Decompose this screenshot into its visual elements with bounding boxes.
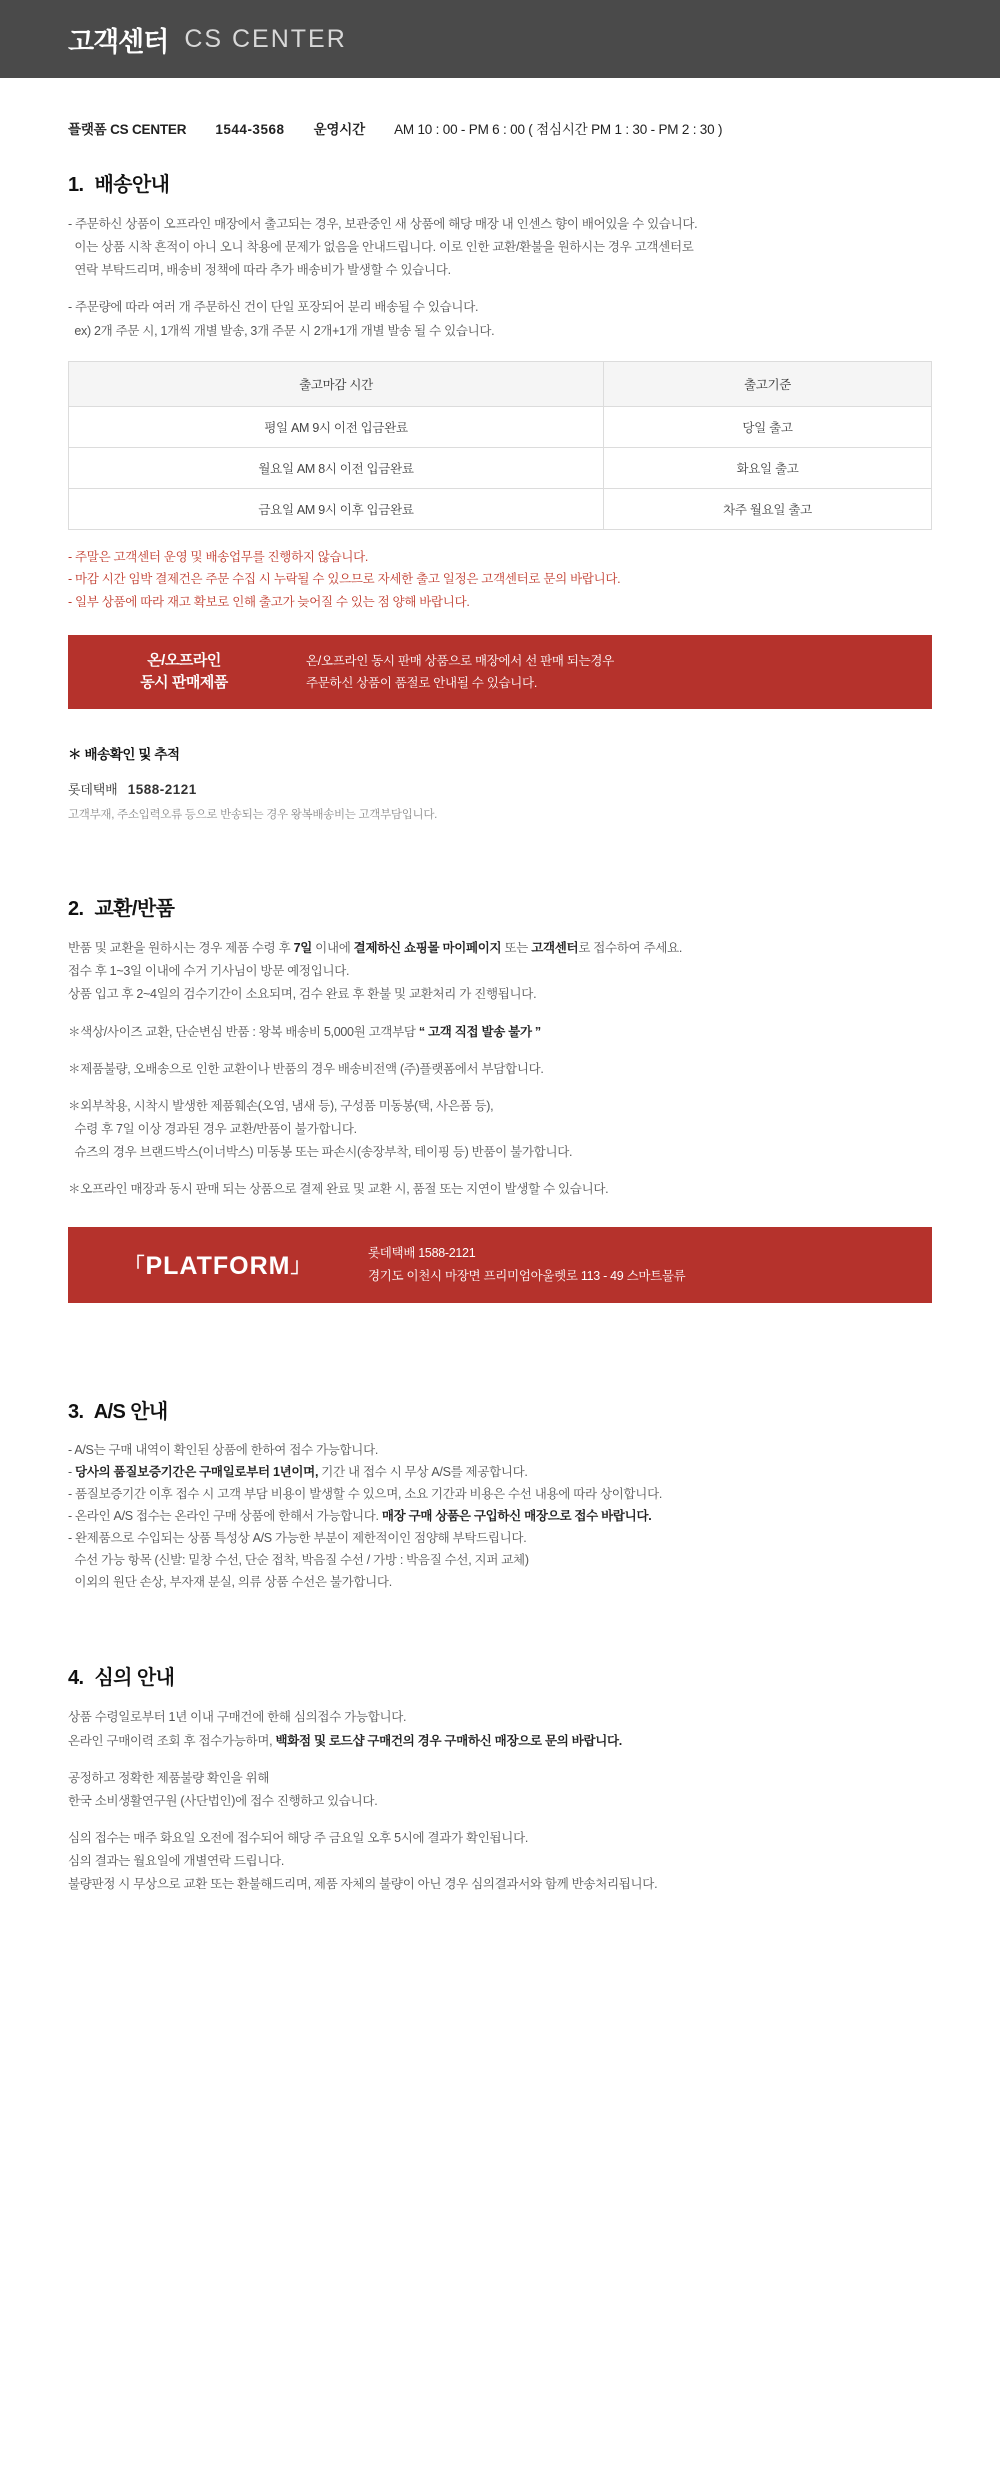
as-line-1: - A/S는 구매 내역이 확인된 상품에 한하여 접수 가능합니다. xyxy=(68,1443,379,1458)
platform-logo-text: PLATFORM xyxy=(145,1252,291,1281)
table-header-standard: 출고기준 xyxy=(604,361,932,406)
as-paragraph xyxy=(68,1440,932,1593)
exchange-p4-line3: 슈즈의 경우 브랜드박스(이너박스) 미동봉 또는 파손시(송장부착, 테이핑 등) 반품이 불가합니다. xyxy=(74,1145,573,1159)
table-cell-cutoff: 월요일 AM 8시 이전 입금완료 xyxy=(69,447,604,488)
section-2-number: 2. xyxy=(68,898,84,921)
courier-name: 롯데택배 xyxy=(68,782,118,798)
shipping-p1-line1: - 주문하신 상품이 오프라인 매장에서 출고되는 경우, 보관중인 새 상품에 해당 매장 내 인센스 향이 배어있을 수 있습니다. xyxy=(68,217,698,231)
review-store-bold: 백화점 및 로드샵 구매건의 경우 구매하신 매장으로 문의 바랍니다. xyxy=(275,1733,622,1748)
exchange-p1-e: 또는 xyxy=(501,941,532,956)
review-p1-line1: 상품 수령일로부터 1년 이내 구매건에 한해 심의접수 가능합니다. xyxy=(68,1710,407,1725)
table-row xyxy=(69,447,932,488)
as-line-5: - 완제품으로 수입되는 상품 특성상 A/S 가능한 부분이 제한적이인 점양해 부탁드립니다. xyxy=(68,1530,527,1545)
tracking-subheading: ＊ 배송확인 및 추적 xyxy=(68,747,180,763)
review-p3-line2: 심의 결과는 월요일에 개별연락 드립니다. xyxy=(68,1854,285,1868)
exchange-p1-mypage: 결제하신 쇼핑몰 마이페이지 xyxy=(353,941,502,956)
page-title-ko: 고객센터 xyxy=(68,26,169,57)
exchange-p1-line2: 접수 후 1~3일 이내에 수거 기사님이 방문 예정입니다. xyxy=(68,964,350,979)
platform-return-address xyxy=(368,1242,932,1290)
banner-label-line2: 동시 판매제품 xyxy=(140,674,228,692)
review-paragraph-3 xyxy=(68,1827,932,1896)
courier-note: 고객부재, 주소입력오류 등으로 반송되는 경우 왕복배송비는 고객부담입니다. xyxy=(68,809,438,822)
shipping-p2-line2: ex) 2개 주문 시, 1개씩 개별 발송, 3개 주문 시 2개+1개 개별 발송 될 수 있습니다. xyxy=(74,323,495,338)
exchange-p1-a: 반품 및 교환을 원하시는 경우 제품 수령 후 xyxy=(68,941,294,956)
section-4-heading xyxy=(68,1661,932,1690)
table-header-row xyxy=(69,361,932,406)
red-note-2: - 마감 시간 임박 결제건은 주문 수집 시 누락될 수 있으므로 자세한 출고 일정은 고객센터로 문의 바랍니다. xyxy=(68,572,621,587)
shipping-p1-line2: 이는 상품 시착 흔적이 아니 오니 착용에 문제가 없음을 안내드립니다. 이로 인한 교환/환불을 원하시는 경우 고객센터로 xyxy=(74,240,694,255)
section-1-title: 배송안내 xyxy=(94,174,170,196)
review-p3-line1: 심의 접수는 매주 화요일 오전에 접수되어 해당 주 금요일 오후 5시에 결과가 확인됩니다. xyxy=(68,1830,529,1845)
table-cell-cutoff: 평일 AM 9시 이전 입금완료 xyxy=(69,406,604,447)
table-row xyxy=(69,488,932,529)
exchange-p4-line2: 수령 후 7일 이상 경과된 경우 교환/반품이 불가합니다. xyxy=(74,1121,357,1136)
as-line-3: - 품질보증기간 이후 접수 시 고객 부담 비용이 발생할 수 있으며, 소요 기간과 비용은 수선 내용에 따라 상이합니다. xyxy=(68,1487,663,1501)
banner-desc-line1: 온/오프라인 동시 판매 상품으로 매장에서 선 판매 되는경우 xyxy=(306,653,614,668)
exchange-p1-days: 7일 xyxy=(293,941,312,956)
review-p2-line2: 한국 소비생활연구원 (사단법인)에 접수 진행하고 있습니다. xyxy=(68,1793,378,1808)
as-line-2-suffix: 기간 내 접수 시 무상 A/S를 제공합니다. xyxy=(318,1465,528,1480)
red-note-3: - 일부 상품에 따라 재고 확보로 인해 출고가 늦어질 수 있는 점 양해 바랍니다. xyxy=(68,594,470,609)
exchange-p2-highlight: “ 고객 직접 발송 불가 ” xyxy=(418,1024,541,1039)
review-p1-line2-prefix: 온라인 구매이력 조회 후 접수가능하며, xyxy=(68,1733,276,1748)
contact-info-line xyxy=(68,118,932,138)
exchange-p2-a: ＊색상/사이즈 교환, 단순변심 반품 : 왕복 배송비 5,000원 고객부담 xyxy=(68,1024,419,1039)
table-cell-standard: 화요일 출고 xyxy=(604,447,932,488)
content-body xyxy=(0,118,1000,1970)
table-cell-standard: 당일 출고 xyxy=(604,406,932,447)
shipping-red-notes xyxy=(68,546,932,614)
shipping-schedule-table xyxy=(68,361,932,530)
bracket-left-icon: 「 xyxy=(124,1255,146,1278)
page-header xyxy=(0,0,1000,78)
review-p2-line1: 공정하고 정확한 제품불량 확인을 위해 xyxy=(68,1770,270,1785)
bracket-right-icon: 」 xyxy=(290,1255,312,1278)
exchange-p1-line3: 상품 입고 후 2~4일의 검수기간이 소요되며, 검수 완료 후 환불 및 교환처리 가 진행됩니다. xyxy=(68,987,537,1002)
table-header-cutoff: 출고마감 시간 xyxy=(69,361,604,406)
section-3-title: A/S 안내 xyxy=(93,1401,168,1424)
review-paragraph-1 xyxy=(68,1706,932,1752)
banner-label-line1: 온/오프라인 xyxy=(147,652,221,670)
online-offline-banner xyxy=(68,635,932,709)
cs-center-phone: 1544-3568 xyxy=(215,122,285,137)
shipping-paragraph-2 xyxy=(68,296,932,342)
exchange-paragraph-5: ＊오프라인 매장과 동시 판매 되는 상품으로 결제 완료 및 교환 시, 품절 또는 지연이 발생할 수 있습니다. xyxy=(68,1182,609,1197)
as-line-6: 수선 가능 항목 (신발: 밑창 수선, 단순 접착, 박음질 수선 / 가방 : 박음질 수선, 지퍼 교체) xyxy=(74,1552,529,1567)
section-3-heading xyxy=(68,1395,932,1424)
banner-description xyxy=(300,635,932,709)
red-note-1: - 주말은 고객센터 운영 및 배송업무를 진행하지 않습니다. xyxy=(68,549,369,564)
review-paragraph-2 xyxy=(68,1767,932,1813)
platform-courier: 롯데택배 1588-2121 xyxy=(368,1245,476,1260)
exchange-p4-line1: ＊외부착용, 시착시 발생한 제품훼손(오염, 냄새 등), 구성품 미동봉(택, 사은품 등), xyxy=(68,1098,494,1113)
banner-label xyxy=(68,635,300,709)
shipping-p1-line3: 연락 부탁드리며, 배송비 정책에 따라 추가 배송비가 발생할 수 있습니다. xyxy=(74,263,451,278)
exchange-p1-c: 이내에 xyxy=(312,941,354,956)
hours-value: AM 10 : 00 - PM 6 : 00 ( 점심시간 PM 1 : 30 - PM 2 : 30 ) xyxy=(394,122,723,137)
as-line-7: 이외의 원단 손상, 부자재 분실, 의류 상품 수선은 불가합니다. xyxy=(74,1574,392,1589)
section-1-heading xyxy=(68,168,932,197)
table-cell-cutoff: 금요일 AM 9시 이후 입금완료 xyxy=(69,488,604,529)
section-1-number: 1. xyxy=(68,174,84,196)
platform-logo xyxy=(68,1249,368,1281)
exchange-paragraph-2 xyxy=(68,1021,932,1044)
exchange-paragraph-4 xyxy=(68,1095,932,1164)
section-2-title: 교환/반품 xyxy=(94,898,175,921)
section-2-heading xyxy=(68,892,932,921)
as-line-2-prefix: - xyxy=(68,1465,76,1480)
review-p3-line3: 불량판정 시 무상으로 교환 또는 환불해드리며, 제품 자체의 불량이 아닌 경우 심의결과서와 함께 반송처리됩니다. xyxy=(68,1877,658,1892)
shipping-paragraph-1 xyxy=(68,213,932,282)
as-line-4-prefix: - 온라인 A/S 접수는 온라인 구매 상품에 한해서 가능합니다. xyxy=(68,1508,382,1523)
banner-desc-line2: 주문하신 상품이 품절로 안내될 수 있습니다. xyxy=(306,676,537,691)
table-row xyxy=(69,406,932,447)
exchange-paragraph-3: ＊제품불량, 오배송으로 인한 교환이나 반품의 경우 배송비전액 (주)플랫폼에서 부담합니다. xyxy=(68,1061,544,1076)
section-4-number: 4. xyxy=(68,1667,84,1690)
hours-label: 운영시간 xyxy=(313,122,365,137)
as-warranty-bold: 당사의 품질보증기간은 구매일로부터 1년이며, xyxy=(75,1465,319,1480)
section-3-number: 3. xyxy=(68,1401,84,1424)
table-cell-standard: 차주 월요일 출고 xyxy=(604,488,932,529)
courier-line xyxy=(68,779,932,798)
platform-address: 경기도 이천시 마장면 프리미엄아울렛로 113 - 49 스마트물류 xyxy=(368,1269,686,1284)
as-store-bold: 매장 구매 상품은 구입하신 매장으로 접수 바랍니다. xyxy=(381,1508,652,1523)
exchange-p1-cscenter: 고객센터 xyxy=(531,941,579,956)
courier-phone: 1588-2121 xyxy=(127,782,197,798)
exchange-paragraph-1 xyxy=(68,937,932,1006)
page-title-en: CS CENTER xyxy=(184,24,347,53)
shipping-p2-line1: - 주문량에 따라 여러 개 주문하신 건이 단일 포장되어 분리 배송될 수 있습니다. xyxy=(68,300,479,315)
platform-address-banner xyxy=(68,1227,932,1303)
section-4-title: 심의 안내 xyxy=(94,1667,175,1690)
cs-center-label: 플랫폼 CS CENTER xyxy=(68,122,187,137)
exchange-p1-g: 로 접수하여 주세요. xyxy=(578,941,683,956)
